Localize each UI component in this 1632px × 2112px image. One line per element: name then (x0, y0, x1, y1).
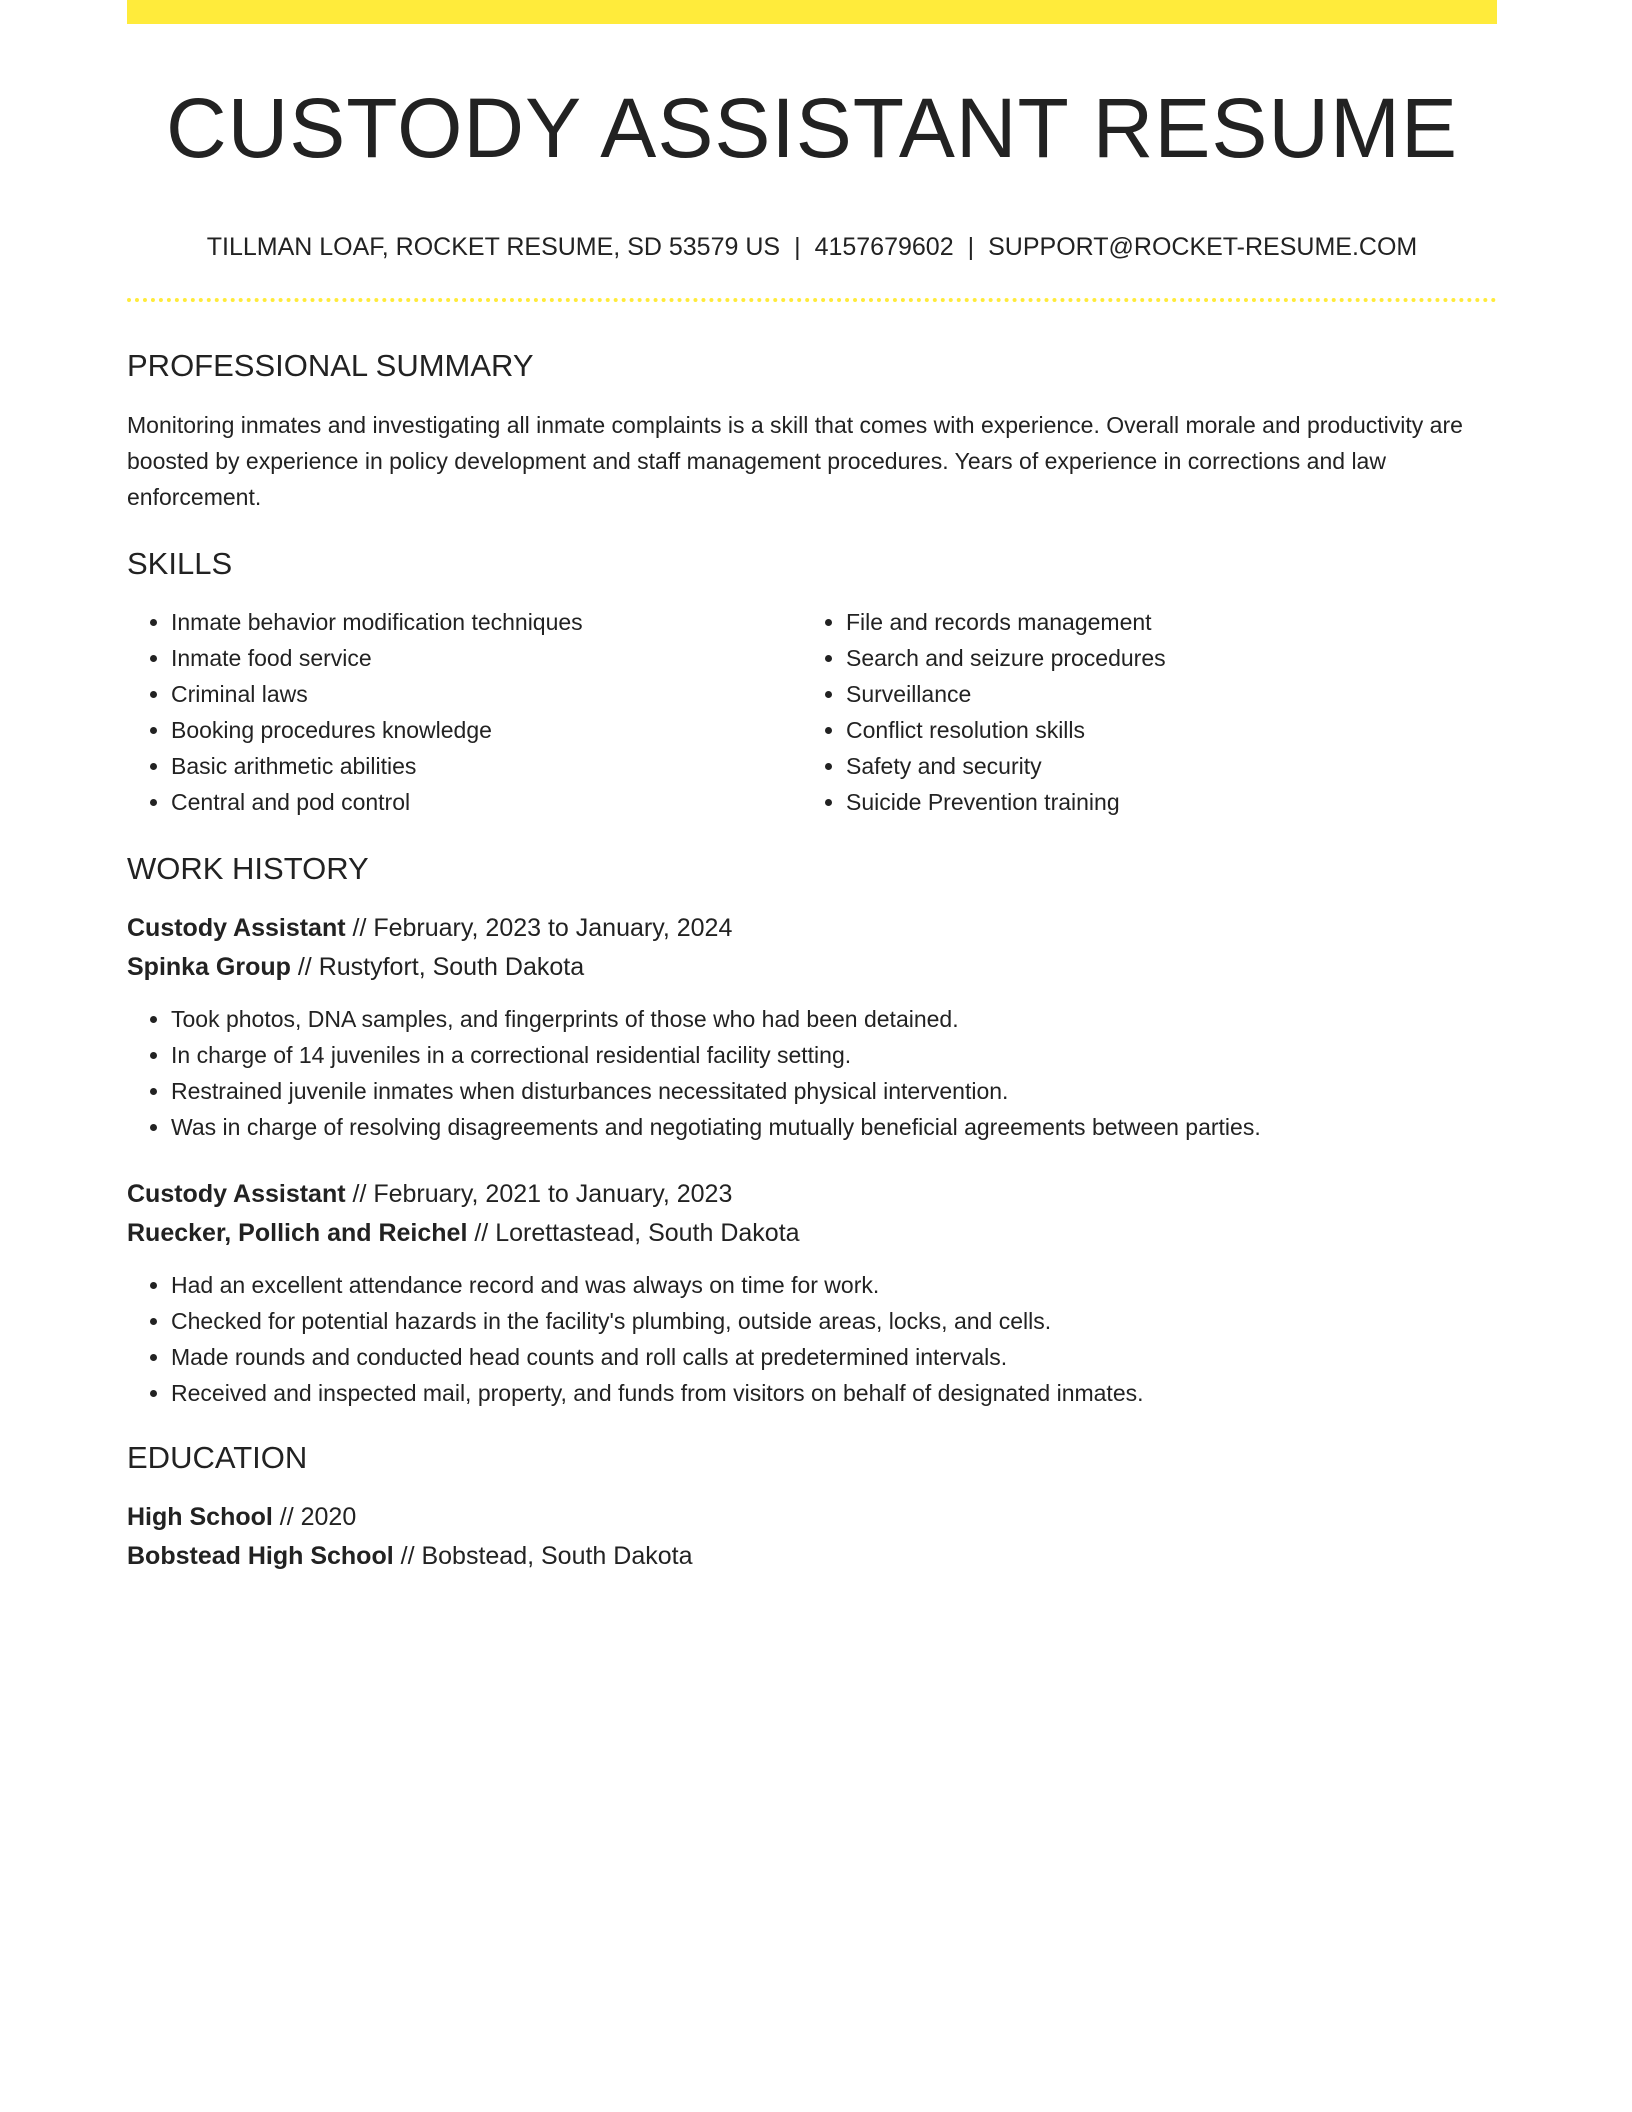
job-title: Custody Assistant (127, 1179, 346, 1208)
skill-item: • Booking procedures knowledge (171, 712, 802, 748)
skill-item: • File and records management (846, 604, 1477, 640)
dotted-divider (127, 298, 1497, 302)
summary-heading: PROFESSIONAL SUMMARY (127, 348, 534, 384)
job-bullet: • Was in charge of resolving disagreements and negotiating mutually beneficial agreements between parties. (171, 1109, 1497, 1145)
contact-separator: | (967, 233, 975, 262)
job-bullet: • Took photos, DNA samples, and fingerprints of those who had been detained. (171, 1001, 1497, 1037)
education-school: Bobstead High School (127, 1542, 394, 1571)
job-dates: // February, 2023 to January, 2024 (345, 913, 733, 942)
job-bullets (127, 1001, 1497, 1145)
contact-phone: 4157679602 (814, 233, 954, 262)
skills-columns (127, 604, 1497, 820)
skill-item: • Suicide Prevention training (846, 784, 1477, 820)
work-history-heading: WORK HISTORY (127, 850, 369, 886)
job-company-line (127, 948, 1497, 987)
job-bullet: • Received and inspected mail, property, and funds from visitors on behalf of designated inmates. (171, 1375, 1497, 1411)
skill-item: • Search and seizure procedures (846, 640, 1477, 676)
education-year: // 2020 (272, 1503, 357, 1532)
education-heading: EDUCATION (127, 1439, 308, 1475)
skill-item: • Basic arithmetic abilities (171, 748, 802, 784)
job-title: Custody Assistant (127, 913, 346, 942)
job-dates: // February, 2021 to January, 2023 (345, 1179, 733, 1208)
resume-page (127, 0, 1497, 1576)
accent-bar (127, 0, 1497, 24)
skills-right-list (802, 604, 1477, 820)
job-title-line (127, 909, 1497, 948)
job-bullet: • Made rounds and conducted head counts and roll calls at predetermined intervals. (171, 1339, 1497, 1375)
job-entry (127, 1175, 1497, 1411)
skill-item: • Surveillance (846, 676, 1477, 712)
skill-item: • Inmate food service (171, 640, 802, 676)
education-degree-line (127, 1498, 1497, 1537)
job-location: // Rustyfort, South Dakota (290, 952, 585, 981)
skill-item: • Inmate behavior modification techniques (171, 604, 802, 640)
skill-item: • Criminal laws (171, 676, 802, 712)
contact-email: SUPPORT@ROCKET-RESUME.COM (988, 233, 1418, 262)
job-company: Spinka Group (127, 952, 291, 981)
skills-heading: SKILLS (127, 545, 233, 581)
contact-separator: | (794, 233, 801, 262)
education-school-line (127, 1537, 1497, 1576)
job-bullets (127, 1267, 1497, 1411)
skill-item: • Conflict resolution skills (846, 712, 1477, 748)
contact-line (127, 232, 1497, 262)
contact-address: TILLMAN LOAF, ROCKET RESUME, SD 53579 US (206, 233, 781, 262)
education-entry (127, 1498, 1497, 1576)
education-degree: High School (127, 1503, 273, 1532)
job-title-line (127, 1175, 1497, 1214)
summary-text: Monitoring inmates and investigating all inmate complaints is a skill that comes with experience. Overall morale and productivity are boosted by experience in policy development and staff management procedures. Years of experience in corrections and law enforcement. (127, 411, 1463, 510)
job-bullet: • In charge of 14 juveniles in a correctional residential facility setting. (171, 1037, 1497, 1073)
resume-title: CUSTODY ASSISTANT RESUME (165, 81, 1459, 175)
education-location: // Bobstead, South Dakota (393, 1542, 693, 1571)
skills-left-list (127, 604, 802, 820)
job-location: // Lorettastead, South Dakota (467, 1218, 800, 1247)
job-bullet: • Restrained juvenile inmates when disturbances necessitated physical intervention. (171, 1073, 1497, 1109)
skill-item: • Safety and security (846, 748, 1477, 784)
skill-item: • Central and pod control (171, 784, 802, 820)
job-entry (127, 909, 1497, 1145)
job-bullet: • Had an excellent attendance record and was always on time for work. (171, 1267, 1497, 1303)
job-bullet: • Checked for potential hazards in the facility's plumbing, outside areas, locks, and cells. (171, 1303, 1497, 1339)
job-company: Ruecker, Pollich and Reichel (127, 1218, 468, 1247)
job-company-line (127, 1214, 1497, 1253)
